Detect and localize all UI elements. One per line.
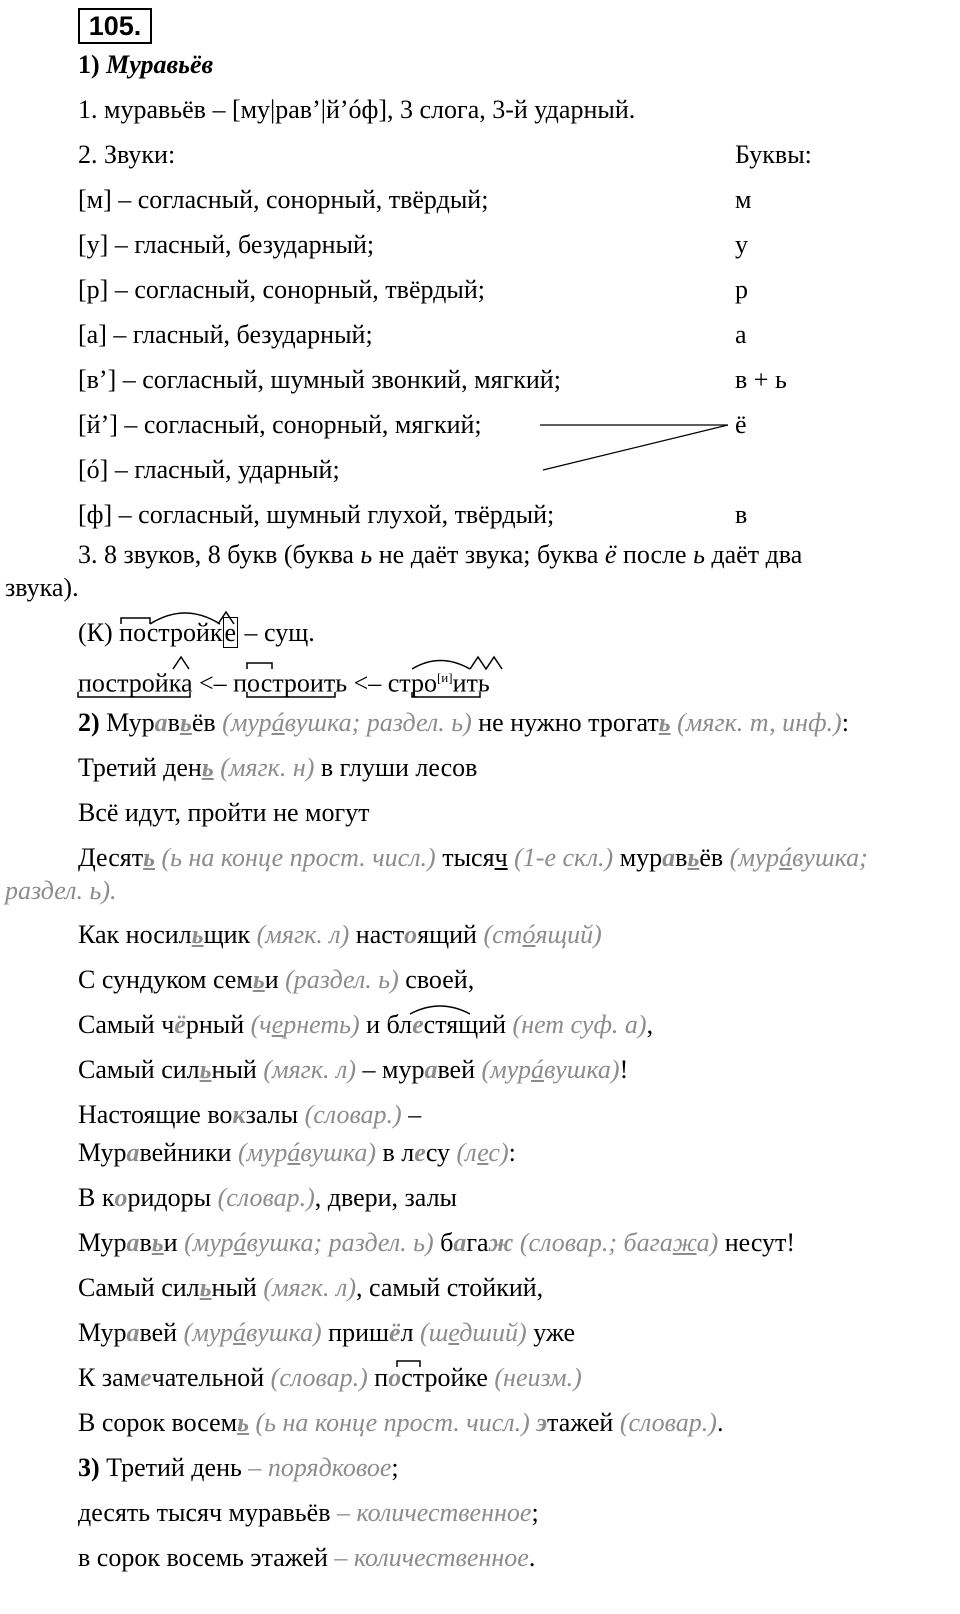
part1-heading: 1) Муравьёв: [78, 50, 214, 79]
syllable-line: 1. муравьёв – [му|рав’|й’óф], 3 слога, 3-й ударный.: [78, 95, 636, 124]
summary-continuation: звука).: [5, 573, 79, 602]
poem-line: Как носильщик (мягк. л) настоящий (стóящий): [78, 920, 602, 949]
morpheme-line-2: постройка <– построить <– стро[и]ить: [78, 668, 490, 698]
poem-line: Самый сильный (мягк. л), самый стойкий,: [78, 1273, 544, 1302]
poem-line: Десять (ь на конце прост. числ.) тысяч (1-е скл.) муравьёв (мурáвушка;: [78, 843, 868, 872]
poem-line: 2) Муравьёв (мурáвушка; раздел. ь) не нужно трогать (мягк. т, инф.):: [78, 708, 849, 737]
summary-line: 3. 8 звуков, 8 букв (буква ь не даёт звука; буква ё после ь даёт два: [78, 540, 803, 569]
poem-line: Муравей (мурáвушка) пришёл (шедший) уже: [78, 1318, 576, 1347]
poem-line: Муравейники (мурáвушка) в лесу (лес):: [78, 1138, 516, 1167]
sound-row: [ф] – согласный, шумный глухой, твёрдый;: [78, 500, 555, 529]
poem-line: В коридоры (словар.), двери, залы: [78, 1183, 458, 1212]
letter-cell: в: [735, 500, 748, 529]
sound-row: [й’] – согласный, сонорный, мягкий;: [78, 410, 482, 439]
poem-line: К замечательной (словар.) постройке (неизм.): [78, 1363, 582, 1392]
sound-row: [ó] – гласный, ударный;: [78, 455, 340, 484]
sound-row: [р] – согласный, сонорный, твёрдый;: [78, 275, 485, 304]
sound-row: [м] – согласный, сонорный, твёрдый;: [78, 185, 489, 214]
poem-line: Самый чёрный (чернеть) и блестящий (нет суф. а),: [78, 1010, 654, 1039]
exercise-number: 105.: [78, 8, 152, 44]
poem-line: Всё идут, пройти не могут: [78, 798, 370, 827]
poem-line: Третий день (мягк. н) в глуши лесов: [78, 753, 478, 782]
sound-row: [у] – гласный, безударный;: [78, 230, 375, 259]
sound-row: [а] – гласный, безударный;: [78, 320, 373, 349]
letter-cell: р: [735, 275, 748, 304]
sound-row: [в’] – согласный, шумный звонкий, мягкий;: [78, 365, 561, 394]
letter-cell: в + ь: [735, 365, 787, 394]
letters-header: Буквы:: [735, 140, 812, 169]
letter-cell: ё: [735, 410, 747, 439]
letter-cell: у: [735, 230, 748, 259]
letter-cell: а: [735, 320, 747, 349]
poem-line: В сорок восемь (ь на конце прост. числ.) этажей (словар.).: [78, 1408, 724, 1437]
part3-line-1: 3) Третий день – порядковое;: [78, 1453, 399, 1482]
part3-line-2: десять тысяч муравьёв – количественное;: [78, 1498, 539, 1527]
poem-line: Настоящие вокзалы (словар.) –: [78, 1100, 422, 1129]
sounds-header: 2. Звуки:: [78, 140, 176, 169]
morpheme-line-1: (К) постройке – сущ.: [78, 618, 315, 647]
letter-cell: м: [735, 185, 752, 214]
poem-line: Самый сильный (мягк. л) – муравей (мурáвушка)!: [78, 1055, 629, 1084]
poem-line: раздел. ь).: [5, 876, 117, 905]
poem-line: С сундуком семьи (раздел. ь) своей,: [78, 965, 475, 994]
poem-line: Муравьи (мурáвушка; раздел. ь) багаж (словар.; багажа) несут!: [78, 1228, 796, 1257]
connector-line: [543, 425, 728, 470]
part3-line-3: в сорок восемь этажей – количественное.: [78, 1543, 536, 1572]
